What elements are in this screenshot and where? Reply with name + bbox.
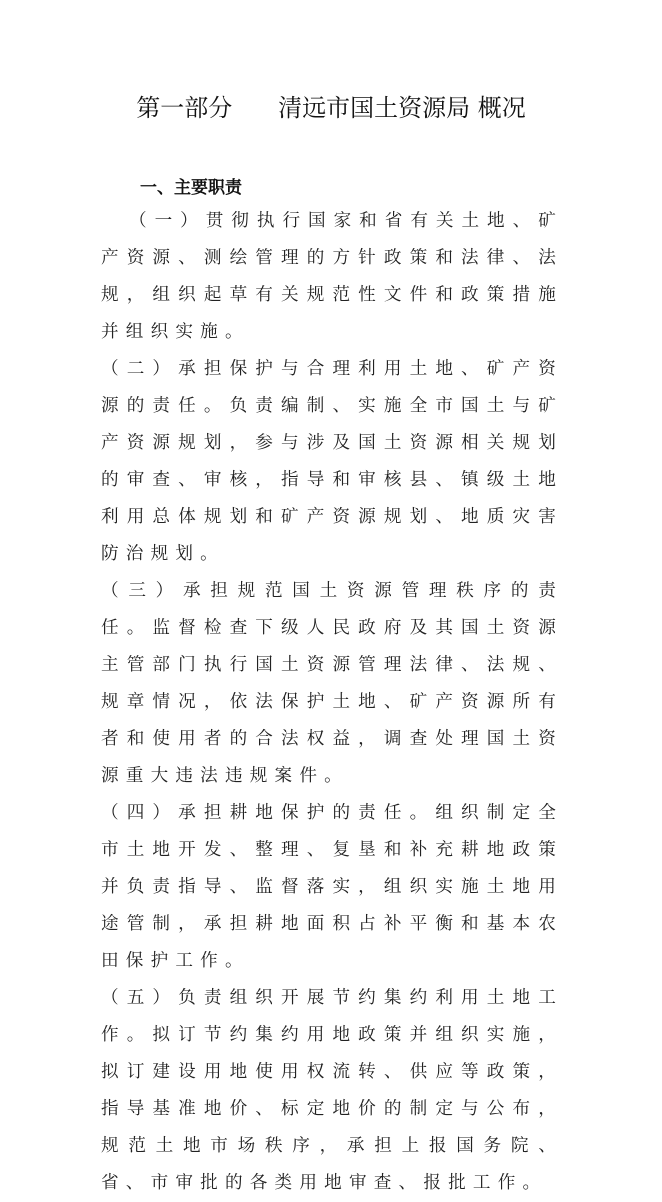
section-heading: 一、主要职责 bbox=[140, 178, 242, 198]
document-body bbox=[101, 203, 563, 1202]
page-title: 第一部分 清远市国土资源局 概况 bbox=[136, 94, 526, 122]
paragraph-5: （五）负责组织开展节约集约利用土地工作。拟订节约集约用地政策并组织实施，拟订建设用地使用权流转、供应等政策，指导基准地价、标定地价的制定与公布，规范土地市场秩序，承担上报国务院、省、市审批的各类用地审查、报批工作。 bbox=[101, 988, 563, 1193]
paragraph-3: （三）承担规范国土资源管理秩序的责任。监督检查下级人民政府及其国土资源主管部门执行国土资源管理法律、法规、规章情况，依法保护土地、矿产资源所有者和使用者的合法权益，调查处理国土资源重大违法违规案件。 bbox=[101, 581, 563, 786]
paragraph-2: （二）承担保护与合理利用土地、矿产资源的责任。负责编制、实施全市国土与矿产资源规划，参与涉及国土资源相关规划的审查、审核，指导和审核县、镇级土地利用总体规划和矿产资源规划、地质灾害防治规划。 bbox=[101, 359, 563, 564]
paragraph-1: （一）贯彻执行国家和省有关土地、矿产资源、测绘管理的方针政策和法律、法规，组织起草有关规范性文件和政策措施并组织实施。 bbox=[101, 211, 563, 342]
paragraph-4: （四）承担耕地保护的责任。组织制定全市土地开发、整理、复垦和补充耕地政策并负责指导、监督落实，组织实施土地用途管制，承担耕地面积占补平衡和基本农田保护工作。 bbox=[101, 803, 563, 971]
